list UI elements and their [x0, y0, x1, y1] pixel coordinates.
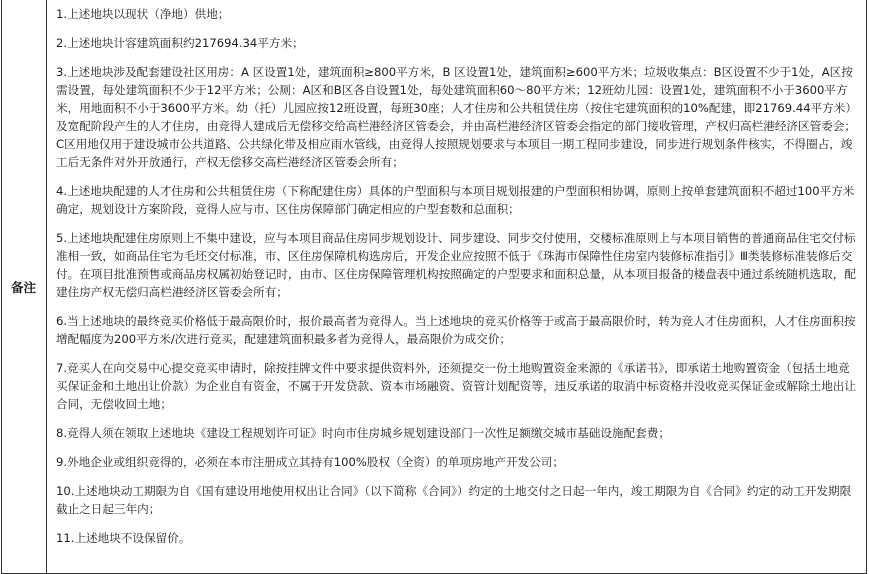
remark-item-10: 10.上述地块动工期限为自《国有建设用地使用权出让合同》（以下简称《合同》）约定的土地交付之日起一年内，竣工期限为自《合同》约定的动工开发期限截止之日起三年内；: [56, 484, 852, 516]
remark-item-9: 9.外地企业或组织竞得的，必须在本市注册成立其持有100%股权（全资）的单项房地产开发公司；: [56, 455, 564, 469]
remark-item-6: 6.当上述地块的最终竞买价格低于最高限价时，报价最高者为竞得人。当上述地块的竞买价格等于或高于最高限价时，转为竞人才住房面积，人才住房面积按增配幅度为200平方米/次进行竞买，配建建筑面积最多者为竞得人，最高限价为成交价；: [56, 314, 856, 346]
remark-item-5: 5.上述地块配建住房原则上不集中建设，应与本项目商品住房同步规划设计、同步建设、同步交付使用，交楼标准原则上与本项目销售的普通商品住宅交付标准相一致，如商品住宅为毛坯交付标准，市、区住房保障机构选房后，开发企业应按照不低于《珠海市保障性住房室内装修标准指引》Ⅲ类装修标准装修后交付。在项目批准预售或商品房权属初始登记时，由市、区住房保障管理机构按照确定的户型要求和面积总量，从本项目报备的楼盘表中通过系统随机选取，配建住房产权无偿归高栏港经济区管委会所有；: [56, 231, 856, 299]
remark-item-2: 2.上述地块计容建筑面积约217694.34平方米；: [56, 36, 304, 50]
remarks-content: [48, 0, 864, 573]
remarks-label: 备注: [10, 279, 36, 295]
remark-item-3: 3.上述地块涉及配套建设社区用房：A 区设置1处，建筑面积≥800平方米，B 区设置1处，建筑面积≥600平方米；垃圾收集点：B区设置不少于1处，A区按需设置，每处建筑面积不少于12平方米；公厕：A区和B区各自设置1处，每处建筑面积60～80平方米；12班幼儿园：设置1处，建筑面积不小于3600平方米，用地面积不小于3600平方米。幼（托）儿园应按12班设置，每班30座；人才住房和公共租赁住房（按住宅建筑面积的10%配建，即21769.44平方米）及宽配阶段产生的人才住房，由竞得人建成后无偿移交给高栏港经济区管委会，并由高栏港经济区管委会指定的部门接收管理，产权归高栏港经济区管委会；C区用地仅用于建设城市公共道路、公共绿化带及相应雨水管线，由竞得人按照规划要求与本项目一期工程同步建设，同步进行规划条件核实，不得圈占，竣工后无条件对外开放通行，产权无偿移交高栏港经济区管委会所有；: [56, 65, 856, 169]
remark-item-1: 1.上述地块以现状（净地）供地；: [56, 7, 230, 21]
remark-item-11: 11.上述地块不设保留价。: [56, 531, 191, 545]
remark-item-4: 4.上述地块配建的人才住房和公共租赁住房（下称配建住房）具体的户型面积与本项目规划报建的户型面积相协调，原则上按单套建筑面积不超过100平方米确定，规划设计方案阶段，竞得人应与市、区住房保障部门确定相应的户型套数和总面积；: [56, 184, 855, 216]
remark-item-8: 8.竞得人须在领取上述地块《建设工程规划许可证》时向市住房城乡规划建设部门一次性足额缴交城市基础设施配套费；: [56, 426, 670, 440]
remark-item-7: 7.竞买人在向交易中心提交竞买申请时，除按挂牌文件中要求提供资料外，还须提交一份土地购置资金来源的《承诺书》，即承诺土地购置资金（包括土地竞买保证金和土地出让价款）为企业自有资金，不属于开发贷款、资本市场融资、资管计划配资等，违反承诺的取消中标资格并没收竞买保证金或解除土地出让合同，无偿收回土地；: [56, 361, 856, 411]
remarks-label-cell: [1, 0, 47, 574]
